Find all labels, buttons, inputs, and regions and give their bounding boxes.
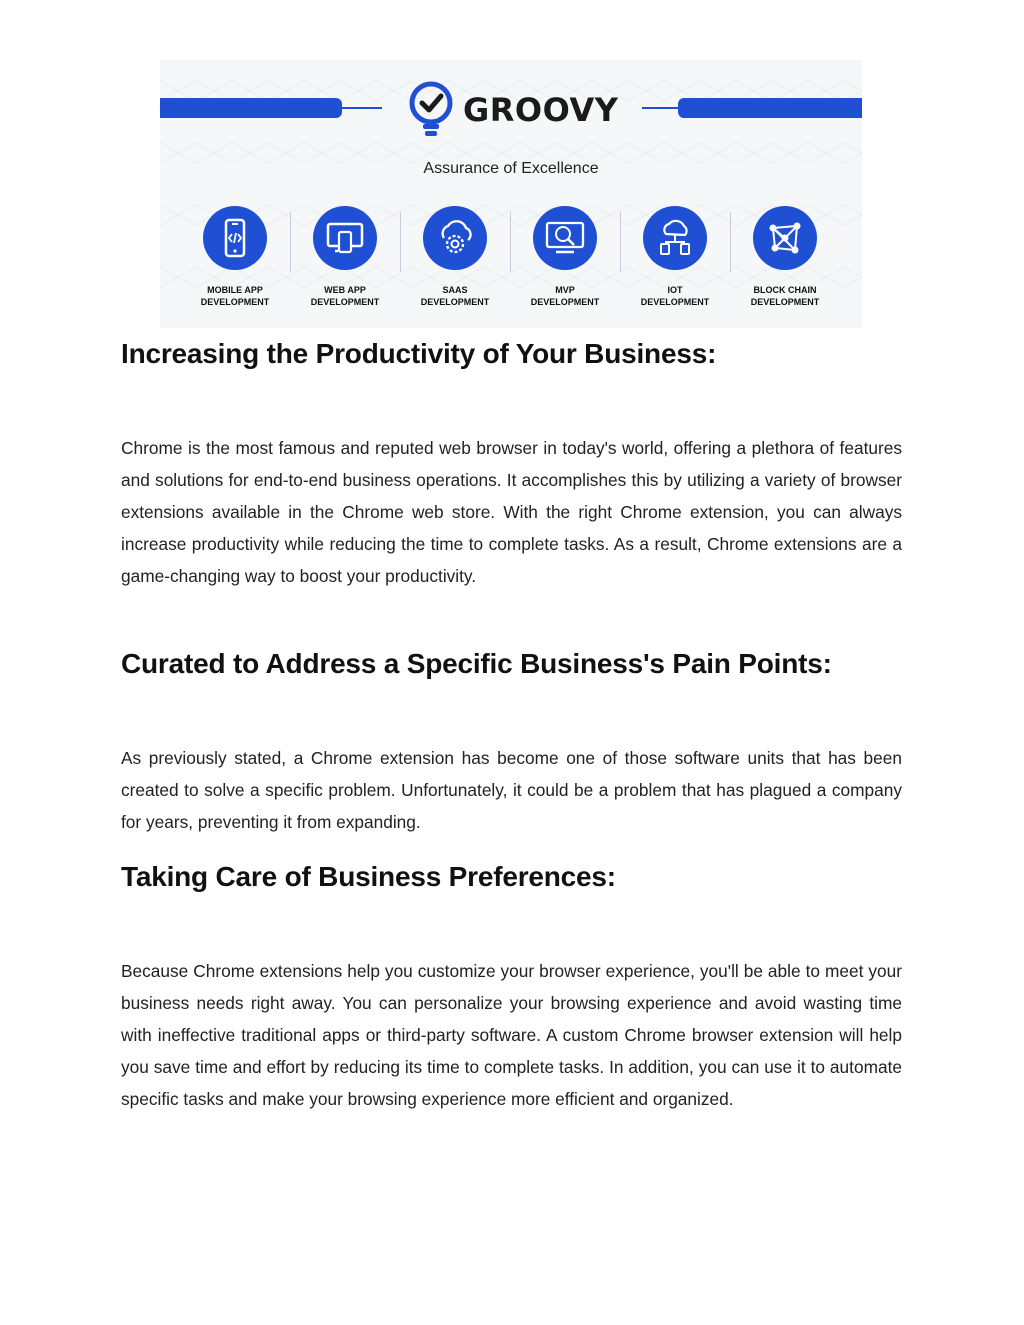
services-row bbox=[180, 206, 840, 316]
section-body: Because Chrome extensions help you customize your browser experience, you'll be able to meet your business needs right away. You can personalize your browsing experience and avoid wasting time with ineffective traditional apps or third-party software. A custom Chrome browser extension will help you save time and effort by reducing its time to complete tasks. In addition, you can use it to automate specific tasks and make your browsing experience more efficient and organized. bbox=[121, 961, 902, 1109]
service-saas bbox=[400, 206, 510, 316]
banner-right-connector bbox=[642, 107, 678, 109]
mvp-monitor-icon bbox=[544, 220, 586, 256]
banner-right-bar bbox=[678, 98, 862, 118]
banner-left-connector bbox=[342, 107, 382, 109]
mobile-code-icon bbox=[217, 218, 253, 258]
cloud-network-icon bbox=[655, 218, 695, 258]
groovy-logo bbox=[407, 80, 618, 140]
section-body: Chrome is the most famous and reputed web browser in today's world, offering a plethora of features and solutions for end-to-end business operations. It accomplishes this by utilizing a variety of browser extensions available in the Chrome web store. With the right Chrome extension, you can always increase productivity while reducing the time to complete tasks. As a result, Chrome extensions are a game-changing way to boost your productivity. bbox=[121, 438, 902, 586]
section-heading: Taking Care of Business Preferences: bbox=[121, 861, 616, 892]
section-heading: Curated to Address a Specific Business's Pain Points: bbox=[121, 648, 832, 679]
service-mobile-app bbox=[180, 206, 290, 316]
service-blockchain bbox=[730, 206, 840, 316]
service-label: SAAS DEVELOPMENT bbox=[420, 285, 490, 307]
service-label: BLOCK CHAIN DEVELOPMENT bbox=[750, 285, 820, 307]
groovy-banner bbox=[160, 60, 862, 328]
service-label: WEB APP DEVELOPMENT bbox=[310, 285, 380, 307]
section-pain-points bbox=[121, 648, 902, 838]
brand-name: GROOVY bbox=[463, 91, 619, 129]
section-heading: Increasing the Productivity of Your Business: bbox=[121, 338, 717, 369]
service-label: MOBILE APP DEVELOPMENT bbox=[200, 285, 270, 307]
service-iot bbox=[620, 206, 730, 316]
lightbulb-check-icon bbox=[407, 81, 455, 139]
service-label: IOT DEVELOPMENT bbox=[640, 285, 710, 307]
network-nodes-icon bbox=[765, 218, 805, 258]
banner-left-bar bbox=[160, 98, 342, 118]
service-web-app bbox=[290, 206, 400, 316]
service-mvp bbox=[510, 206, 620, 316]
service-label: MVP DEVELOPMENT bbox=[530, 285, 600, 307]
section-productivity bbox=[121, 338, 902, 592]
section-preferences bbox=[121, 861, 902, 1115]
section-body: As previously stated, a Chrome extension has become one of those software units that has been created to solve a specific problem. Unfortunately, it could be a problem that has plagued a company for years, preventing it from expanding. bbox=[121, 748, 902, 832]
banner-tagline: Assurance of Excellence bbox=[423, 160, 599, 177]
devices-icon bbox=[325, 220, 365, 256]
cloud-gear-icon bbox=[434, 218, 476, 258]
